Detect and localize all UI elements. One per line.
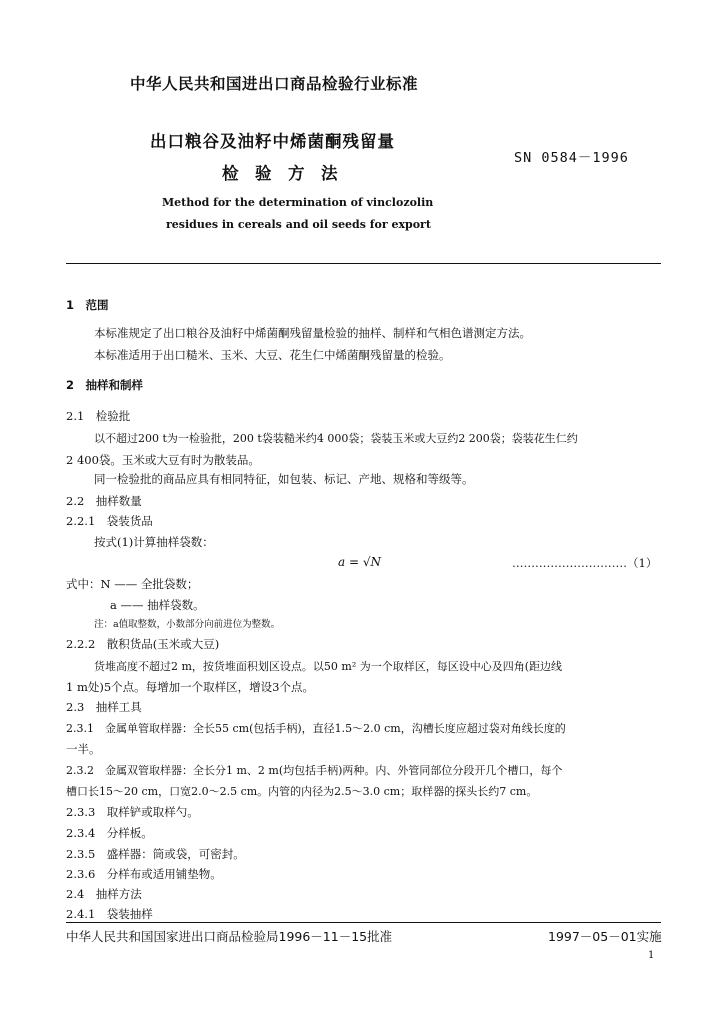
section-2-3-heading: 2.3 抽样工具 xyxy=(66,700,142,714)
formula: a = √N xyxy=(338,555,381,569)
approval-line: 中华人民共和国国家进出口商品检验局1996－11－15批准 xyxy=(66,929,393,944)
section-2-2-2-paragraph-b: 1 m处)5个点。每增加一个取样区，增设3个点。 xyxy=(66,680,314,694)
section-2-3-6: 2.3.6 分样布或适用铺垫物。 xyxy=(66,867,222,881)
section-2-3-2-line-b: 槽口长15～20 cm，口宽2.0～2.5 cm。内管的内径为2.5～3.0 cm；取样器的探头长约7 cm。 xyxy=(66,785,538,798)
section-2-1-paragraph-2: 同一检验批的商品应具有相同特征，如包装、标记、产地、规格和等级等。 xyxy=(94,472,474,486)
formula-number: …………………………（1） xyxy=(512,556,658,570)
section-2-2-1-heading: 2.2.1 袋装货品 xyxy=(66,514,153,528)
section-2-2-heading: 2.2 抽样数量 xyxy=(66,494,142,508)
section-1-paragraph-1: 本标准规定了出口粮谷及油籽中烯菌酮残留量检验的抽样、制样和气相色谱测定方法。 xyxy=(94,326,531,340)
section-2-3-2-line-a: 2.3.2 金属双管取样器：全长分1 m、2 m(均包括手柄)两种。内、外管同部位分段开几个槽口，每个 xyxy=(66,764,563,777)
formula-where-line-2: a —— 抽样袋数。 xyxy=(110,598,205,612)
section-2-1-paragraph-1a: 以不超过200 t为一检验批，200 t袋装糙米约4 000袋；袋装玉米或大豆约2 200袋；袋装花生仁约 xyxy=(94,432,578,445)
section-2-2-2-heading: 2.2.2 散积货品(玉米或大豆) xyxy=(66,637,220,651)
section-2-1-paragraph-1b: 2 400袋。玉米或大豆有时为散装品。 xyxy=(66,453,260,467)
section-2-3-4: 2.3.4 分样板。 xyxy=(66,826,153,840)
english-title-line-1: Method for the determination of vinclozolin xyxy=(162,196,434,209)
document-title-line-2: 检 验 方 法 xyxy=(222,164,338,183)
section-2-1-heading: 2.1 检验批 xyxy=(66,409,131,423)
section-2-4-heading: 2.4 抽样方法 xyxy=(66,887,142,901)
section-1-paragraph-2: 本标准适用于出口糙米、玉米、大豆、花生仁中烯菌酮残留量的检验。 xyxy=(94,348,451,362)
document-title-line-1: 出口粮谷及油籽中烯菌酮残留量 xyxy=(150,132,395,151)
section-2-2-1-paragraph: 按式(1)计算抽样袋数： xyxy=(94,535,214,549)
section-2-2-2-paragraph-a: 货堆高度不超过2 m，按货堆面积划区设点。以50 m² 为一个取样区，每区设中心及四角(距边线 xyxy=(94,660,563,673)
section-1-heading: 1 范围 xyxy=(66,298,109,312)
implementation-date: 1997－05－01实施 xyxy=(548,929,662,944)
section-2-heading: 2 抽样和制样 xyxy=(66,378,144,392)
formula-where-line-1: 式中：N —— 全批袋数； xyxy=(66,577,199,591)
section-2-3-5: 2.3.5 盛样器：筒或袋，可密封。 xyxy=(66,847,245,861)
english-title-line-2: residues in cereals and oil seeds for export xyxy=(166,218,431,231)
standard-code: SN 0584－1996 xyxy=(514,150,629,166)
section-2-4-1-heading: 2.4.1 袋装抽样 xyxy=(66,907,153,921)
footer-divider xyxy=(66,922,661,923)
section-2-3-1-line-b: 一半。 xyxy=(66,742,101,756)
standard-org-title: 中华人民共和国进出口商品检验行业标准 xyxy=(130,75,419,93)
section-2-3-3: 2.3.3 取样铲或取样勺。 xyxy=(66,805,199,819)
formula-note: 注：a值取整数，小数部分向前进位为整数。 xyxy=(94,619,281,630)
header-divider xyxy=(66,263,661,264)
section-2-3-1-line-a: 2.3.1 金属单管取样器：全长55 cm(包括手柄)，直径1.5～2.0 cm，沟槽长度应超过袋对角线长度的 xyxy=(66,722,566,735)
page-number: 1 xyxy=(648,950,655,961)
